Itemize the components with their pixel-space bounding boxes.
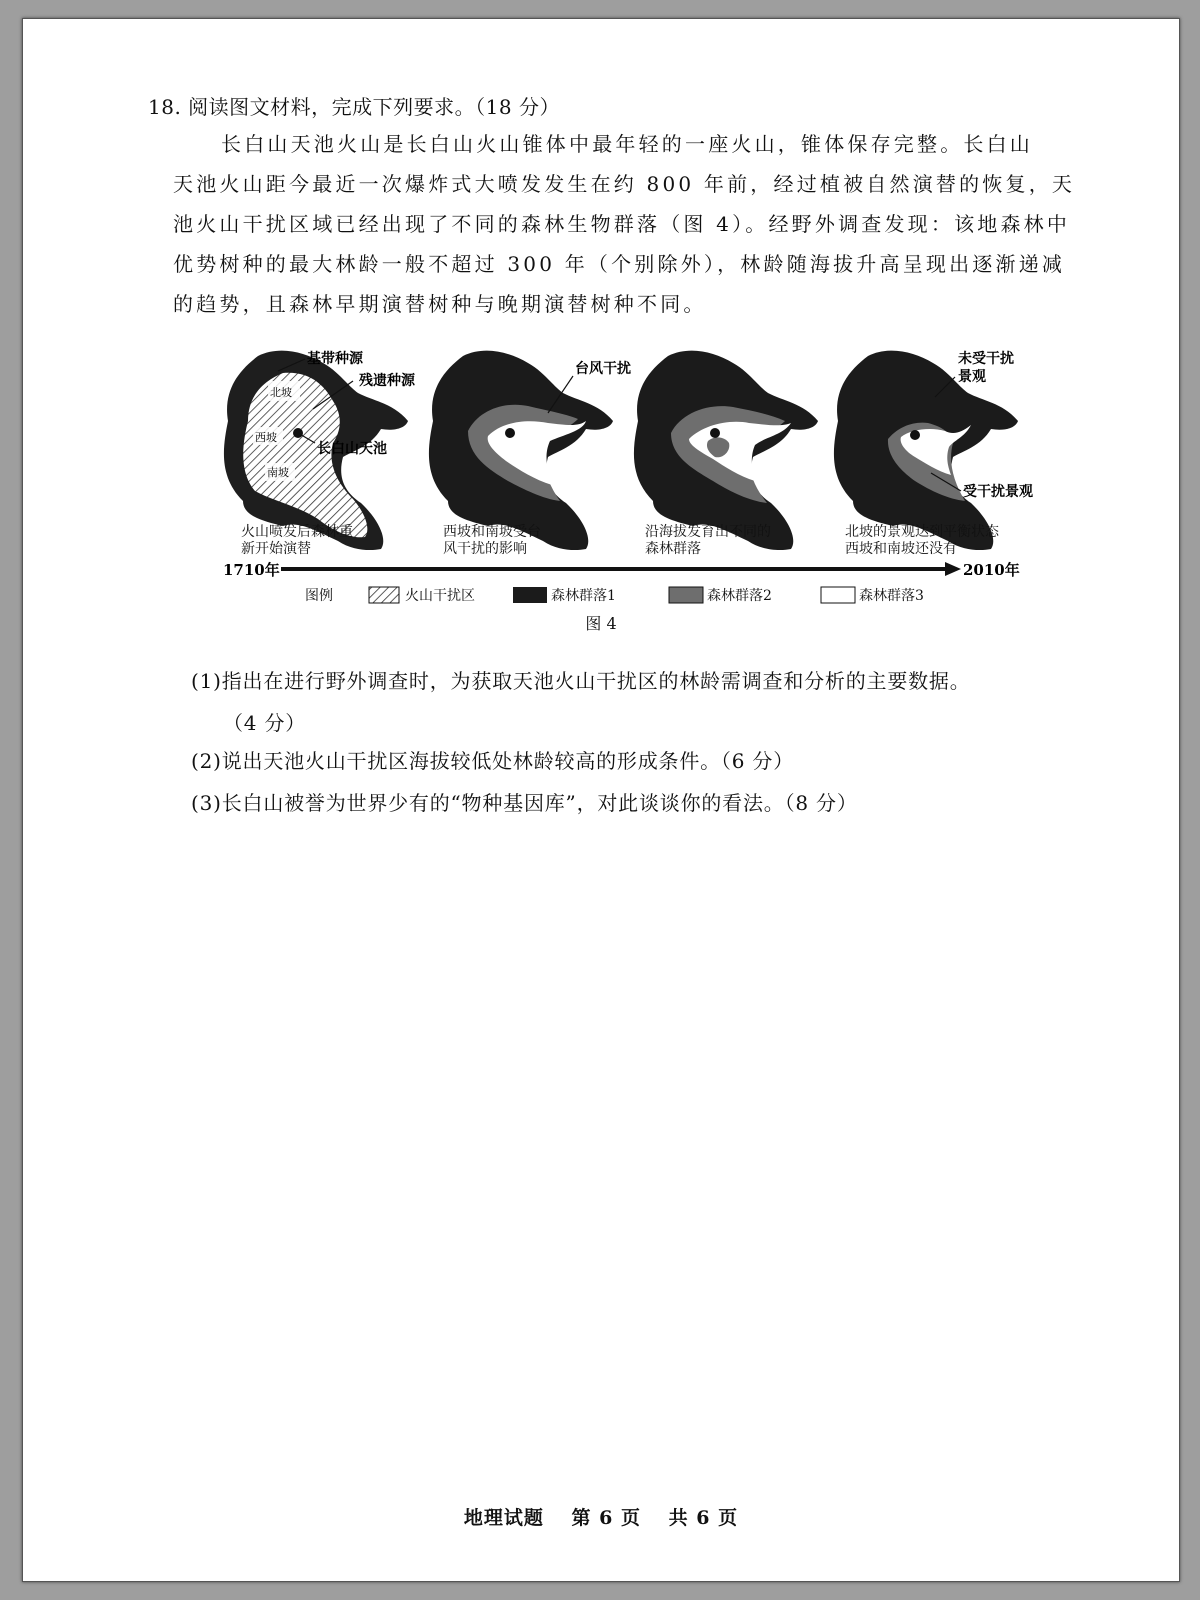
question-paragraph: [173, 124, 1076, 324]
paragraph-line: 天池火山距今最近一次爆炸式大喷发发生在约 800 年前，经过植被自然演替的恢复，天: [173, 172, 1076, 196]
legend: [305, 587, 924, 604]
label-undisturbed-line: 未受干扰: [958, 351, 1014, 367]
label-south-slope: 南坡: [267, 466, 289, 479]
stage-text-line: 沿海拔发育出不同的: [645, 524, 771, 540]
footer-total: 共 6 页: [668, 1507, 739, 1529]
paragraph-line: 长白山天池火山是长白山火山锥体中最年轻的一座火山，锥体保存完整。长白山: [221, 132, 1033, 156]
label-seed-source-relic: 残遗种源: [359, 373, 415, 389]
legend-label: 火山干扰区: [405, 588, 475, 604]
legend-label: 森林群落2: [707, 588, 772, 604]
paragraph-line: 优势树种的最大林龄一般不超过 300 年（个别除外），林龄随海拔升高呈现出逐渐递减: [173, 252, 1066, 276]
exam-page: [22, 18, 1180, 1582]
label-typhoon: 台风干扰: [575, 361, 631, 377]
footer-subject: 地理试题: [463, 1507, 544, 1529]
subquestion-2: (2)说出天池火山干扰区海拔较低处林龄较高的形成条件。（6 分）: [191, 749, 795, 773]
legend-label: 森林群落1: [551, 588, 616, 604]
label-disturbed: 受干扰景观: [963, 484, 1033, 500]
map-2010: [834, 351, 1018, 550]
stage-text-line: 森林群落: [645, 541, 701, 557]
stage-text-2: [443, 523, 541, 557]
stage-text-line: 北坡的景观达到平衡状态: [845, 524, 999, 540]
legend-swatch-community2: [669, 587, 703, 603]
legend-swatch-hatch: [369, 587, 399, 603]
figure-4: [193, 341, 1093, 641]
label-undisturbed-line: 景观: [958, 369, 986, 385]
stage-text-line: 风干扰的影响: [443, 541, 527, 557]
legend-label: 森林群落3: [859, 588, 924, 604]
map-stage-3: [634, 351, 818, 550]
legend-title: 图例: [305, 588, 333, 604]
legend-swatch-community3: [821, 587, 855, 603]
subquestion-1-score: （4 分）: [223, 711, 307, 735]
timeline-end: 2010年: [963, 561, 1020, 579]
legend-swatch-community1: [513, 587, 547, 603]
figure-caption: 图 4: [585, 614, 617, 633]
question-title: 18. 阅读图文材料，完成下列要求。（18 分）: [148, 95, 560, 119]
label-undisturbed: [958, 350, 1019, 385]
stage-text-line: 西坡和南坡受台: [443, 524, 541, 540]
label-seed-source-base: 基带种源: [307, 351, 363, 367]
timeline-arrow: [281, 562, 961, 576]
paragraph-line: 的趋势，且森林早期演替树种与晚期演替树种不同。: [173, 292, 707, 316]
footer-page: 第 6 页: [571, 1507, 641, 1529]
label-west-slope: 西坡: [255, 431, 277, 444]
label-north-slope: 北坡: [270, 386, 292, 399]
page-footer: [23, 1503, 1179, 1530]
label-tianchi: 长白山天池: [317, 441, 387, 457]
stage-text-line: 火山喷发后森林重: [241, 524, 353, 540]
stage-text-line: 新开始演替: [241, 541, 311, 557]
subquestion-1: (1)指出在进行野外调查时，为获取天池火山干扰区的林龄需调查和分析的主要数据。: [191, 669, 971, 693]
timeline-start: 1710年: [223, 561, 280, 579]
subquestion-3: (3)长白山被誉为世界少有的“物种基因库”，对此谈谈你的看法。（8 分）: [191, 791, 858, 815]
paragraph-line: 池火山干扰区域已经出现了不同的森林生物群落（图 4）。经野外调查发现：该地森林中: [173, 212, 1071, 236]
map-stage-2: [429, 351, 613, 550]
stage-text-line: 西坡和南坡还没有: [845, 541, 957, 557]
